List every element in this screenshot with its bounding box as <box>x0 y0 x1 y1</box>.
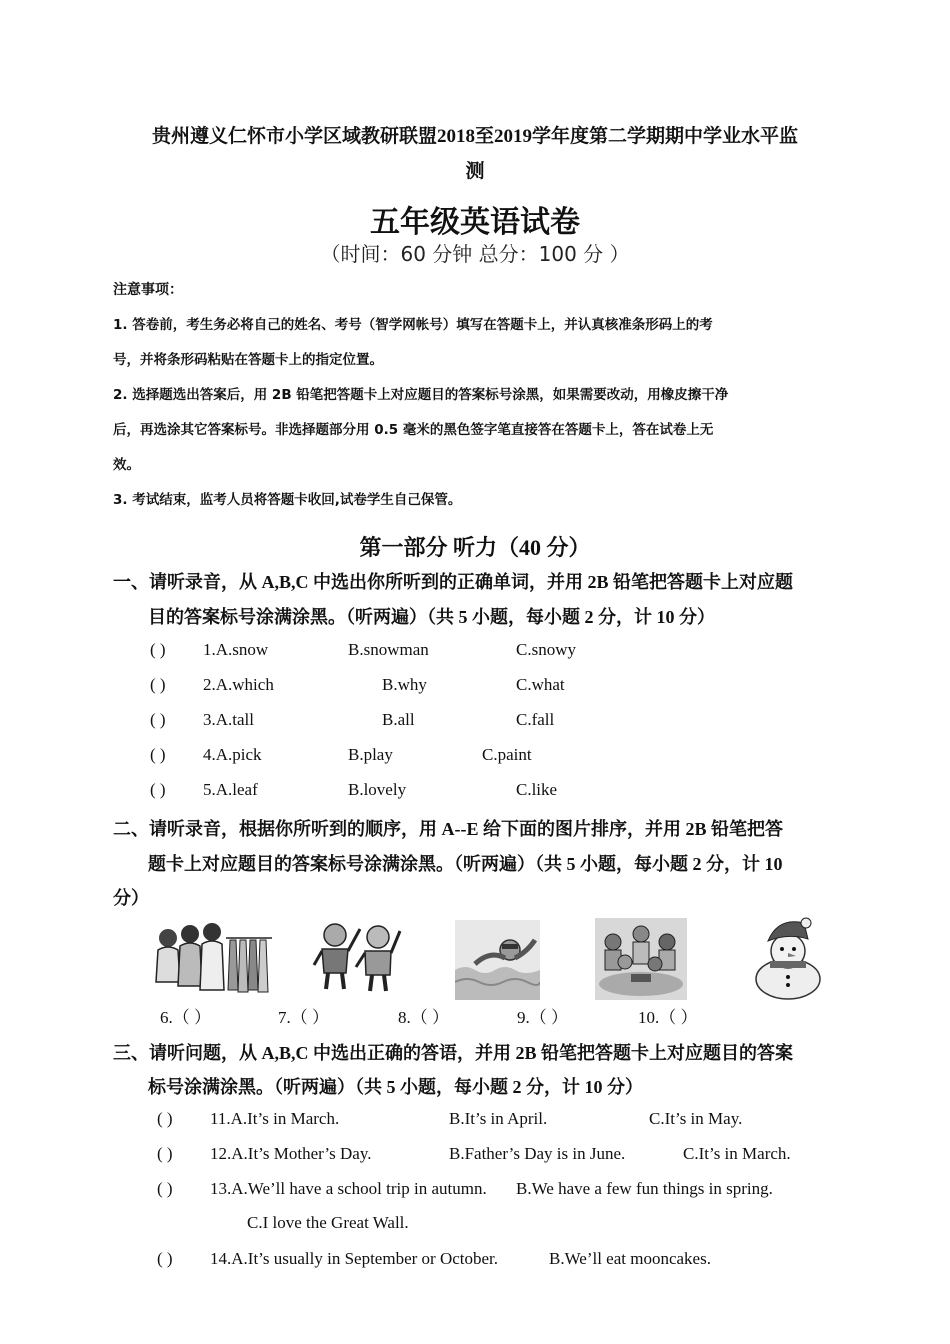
section2-instruction-line3: 分） <box>113 888 149 908</box>
note-1-line2: 号，并将条形码粘贴在答题卡上的指定位置。 <box>113 352 383 368</box>
exam-title: 五年级英语试卷 <box>370 206 580 239</box>
shopping-clothes-picture <box>150 920 275 998</box>
section1-instruction-line1: 一、请听录音，从 A,B,C 中选出你所听到的正确单词，并用 2B 铅笔把答题卡上对应题 <box>113 572 794 592</box>
option-b: B.We’ll eat mooncakes. <box>549 1249 711 1268</box>
option-a: 14.A.It’s usually in September or October. <box>210 1249 499 1268</box>
answer-paren[interactable]: ( ) <box>150 640 166 659</box>
notes-heading: 注意事项： <box>113 282 183 298</box>
option-a: 5.A.leaf <box>203 780 258 799</box>
option-b: B.Father’s Day is in June. <box>449 1144 626 1163</box>
picture-answer-8[interactable]: 8.（ ） <box>398 1008 449 1027</box>
option-b: B.We have a few fun things in spring. <box>516 1179 773 1198</box>
answer-paren[interactable]: ( ) <box>157 1109 173 1128</box>
option-b: B.It’s in April. <box>449 1109 548 1128</box>
answer-paren[interactable]: ( ) <box>150 780 166 799</box>
section1-instruction-line2: 目的答案标号涂满涂黑。（听两遍）（共 5 小题，每小题 2 分，计 10 分） <box>148 607 715 627</box>
picture-answer-9[interactable]: 9.（ ） <box>517 1008 568 1027</box>
option-c: C.snowy <box>516 640 576 659</box>
option-b: B.snowman <box>348 640 429 659</box>
section2-instruction-line1: 二、请听录音，根据你所听到的顺序，用 A--E 给下面的图片排序，并用 2B 铅笔把答 <box>113 819 783 839</box>
note-1-line1: 1. 答卷前，考生务必将自己的姓名、考号（智学网帐号）填写在答题卡上，并认真核准条形码上的考 <box>113 317 713 333</box>
picture-answer-6[interactable]: 6.（ ） <box>160 1008 211 1027</box>
option-c: C.It’s in May. <box>649 1109 743 1128</box>
exam-header-line1: 贵州遵义仁怀市小学区域教研联盟2018至2019学年度第二学期期中学业水平监 <box>151 126 798 147</box>
option-c: C.like <box>516 780 558 799</box>
note-2-line2: 后，再选涂其它答案标号。非选择题部分用 0.5 毫米的黑色签字笔直接答在答题卡上，答在试卷上无 <box>113 422 714 438</box>
option-a: 12.A.It’s Mother’s Day. <box>210 1144 372 1163</box>
exam-header-line2: 测 <box>465 161 485 182</box>
answer-paren[interactable]: ( ) <box>150 675 166 694</box>
answer-paren[interactable]: ( ) <box>157 1144 173 1163</box>
option-c: C.paint <box>482 745 532 764</box>
option-c: C.It’s in March. <box>683 1144 791 1163</box>
section3-instruction-line1: 三、请听问题，从 A,B,C 中选出正确的答语，并用 2B 铅笔把答题卡上对应题目的答案 <box>113 1043 794 1063</box>
option-a: 4.A.pick <box>203 745 262 764</box>
answer-paren[interactable]: ( ) <box>150 710 166 729</box>
picture-answer-7[interactable]: 7.（ ） <box>278 1008 329 1027</box>
option-b: B.lovely <box>348 780 407 799</box>
answer-paren[interactable]: ( ) <box>157 1249 173 1268</box>
note-3: 3. 考试结束，监考人员将答题卡收回,试卷学生自己保管。 <box>113 492 462 508</box>
option-a: 13.A.We’ll have a school trip in autumn. <box>210 1179 487 1198</box>
picnic-picture <box>595 918 687 1000</box>
option-c: C.I love the Great Wall. <box>247 1213 409 1232</box>
note-2-line1: 2. 选择题选出答案后，用 2B 铅笔把答题卡上对应题目的答案标号涂黑，如果需要改动，用橡皮擦干净 <box>113 387 729 403</box>
picture-answer-10[interactable]: 10.（ ） <box>638 1008 698 1027</box>
exam-info: （时间：60 分钟 总分：100 分 ） <box>320 242 630 266</box>
section3-instruction-line2: 标号涂满涂黑。（听两遍）（共 5 小题，每小题 2 分，计 10 分） <box>148 1077 643 1097</box>
option-a: 1.A.snow <box>203 640 269 659</box>
option-a: 3.A.tall <box>203 710 254 729</box>
part1-title: 第一部分 听力（40 分） <box>359 535 591 560</box>
option-a: 11.A.It’s in March. <box>210 1109 340 1128</box>
boy-swimming-picture <box>455 920 540 1000</box>
answer-paren[interactable]: ( ) <box>157 1179 173 1198</box>
children-exercising-picture <box>310 915 405 995</box>
option-a: 2.A.which <box>203 675 274 694</box>
snowman-picture <box>748 915 826 1000</box>
option-b: B.play <box>348 745 393 764</box>
option-c: C.fall <box>516 710 555 729</box>
option-b: B.all <box>382 710 415 729</box>
option-c: C.what <box>516 675 565 694</box>
note-2-line3: 效。 <box>113 457 140 473</box>
answer-paren[interactable]: ( ) <box>150 745 166 764</box>
section2-instruction-line2: 题卡上对应题目的答案标号涂满涂黑。（听两遍）（共 5 小题，每小题 2 分，计 10 <box>148 854 783 874</box>
option-b: B.why <box>382 675 427 694</box>
